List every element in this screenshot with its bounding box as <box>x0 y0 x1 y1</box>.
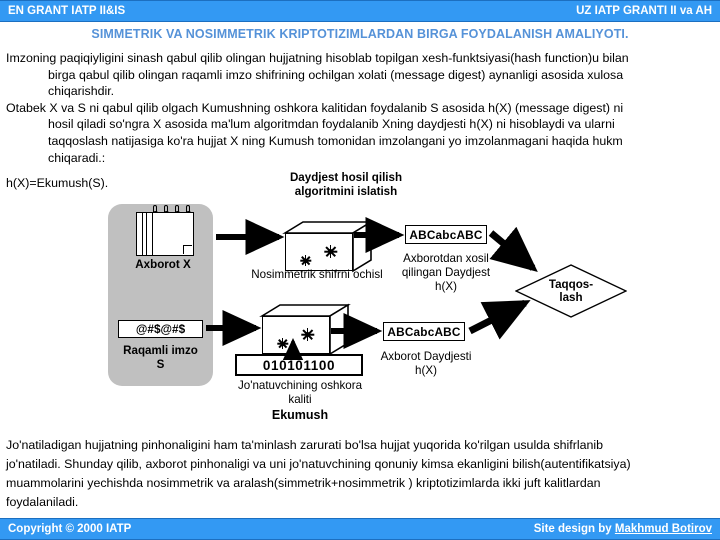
diagram-heading-line1: Daydjest hosil qilish <box>289 171 403 184</box>
copyright-text: Copyright © 2000 IATP <box>8 523 132 535</box>
digest-bottom-caption-line1: Axborot Daydjesti <box>380 350 472 363</box>
paragraph-line: jo'natiladi. Shunday qilib, axborot pinhonaligi va uni jo'natuvchining qonuniy kimsa ekanligini bilish(autentifikatsiya) <box>6 457 631 471</box>
paragraph-line: hosil qiladi so'ngra X asosida ma'lum algoritmdan foydalanib Xning daydjesti h(X) ni hisoblaydi va ularni <box>48 117 615 132</box>
paragraph-line: Imzoning paqiqiyligini sinash qabul qilib olingan hujjatning hisoblab topilgan xesh-funktsiyasi(hash function)u bilan <box>6 51 629 65</box>
conclusion-paragraph <box>6 436 714 512</box>
paragraph-line: taqqoslash natijasiga ko'ra hujjat X ning Kumush tomonidan imzolangani yo imzolanmagani haqida hukm <box>48 133 623 148</box>
site-credit <box>534 523 712 535</box>
site-credit-prefix: Site design by <box>533 523 615 535</box>
digest-top-caption-line2: qilingan Daydjest <box>401 266 491 279</box>
signature-label-line1: Raqamli imzo <box>123 344 198 357</box>
paragraph-line: Jo'natiladigan hujjatning pinhonaligini ham ta'minlash zarurati bo'lsa hujjat yuqorida ko'rilgan usulda shifrlanib <box>6 438 604 452</box>
designer-link[interactable]: Makhmud Botirov <box>614 523 712 535</box>
signature-label-line2: S <box>156 358 165 371</box>
paragraph-line: chiqaradi.: <box>48 150 106 165</box>
header-left-title: EN GRANT IATP II&IS <box>8 5 126 17</box>
page-title: SIMMETRIK VA NOSIMMETRIK KRIPTOTIZIMLARDAN BIRGA FOYDALANISH AMALIYOTI. <box>91 27 629 41</box>
diagram-heading-line2: algoritmini islatish <box>294 185 398 198</box>
decrypt-caption-top: Nosimmetrik shifrni ochisl <box>251 268 383 281</box>
arrow-digest-top-to-compare <box>491 233 533 268</box>
digital-signature-box: @#$@#$ <box>118 320 203 338</box>
paragraph-line: birga qabul qilib olingan raqamli imzo shifrining ochilgan xolati (message digest) aynanligi asosida xulosa <box>48 67 624 82</box>
paragraph-line: chiqarishdir. <box>48 84 115 99</box>
paragraph-line: Otabek X va S ni qabul qilib olgach Kumushning oshkora kalitidan foydalanib S asosida h(X) (message digest) ni <box>6 100 624 115</box>
compare-label-line2: lash <box>559 291 583 304</box>
public-key-box: 010101100 <box>235 354 363 376</box>
compare-label-line1: Taqqos- <box>548 278 594 291</box>
public-key-name: Ekumush <box>271 408 329 422</box>
document-label: Axborot X <box>135 258 191 271</box>
digest-box-top: ABCabcABC <box>405 225 487 244</box>
public-key-caption-line2: kaliti <box>288 393 312 406</box>
arrow-digest-bottom-to-compare <box>470 303 525 331</box>
footer-bar <box>0 518 720 540</box>
digest-top-caption-line3: h(X) <box>435 280 457 293</box>
paragraph-line: foydalaniladi. <box>6 495 79 509</box>
public-key-caption-line1: Jo'natuvchining oshkora <box>237 379 363 392</box>
digest-top-caption-line1: Axborotdan xosil <box>403 252 489 265</box>
paragraph-line: muammolarini yechishda nosimmetrik va aralash(simmetrik+nosimmetrik ) kriptotizimlarda ikki juft kalitlardan <box>6 476 601 490</box>
formula-text: h(X)=Ekumush(S). <box>6 176 109 190</box>
digest-box-bottom: ABCabcABC <box>383 322 465 341</box>
header-right-title: UZ IATP GRANTI II va AH <box>576 5 712 17</box>
digest-bottom-caption-line2: h(X) <box>415 364 437 377</box>
